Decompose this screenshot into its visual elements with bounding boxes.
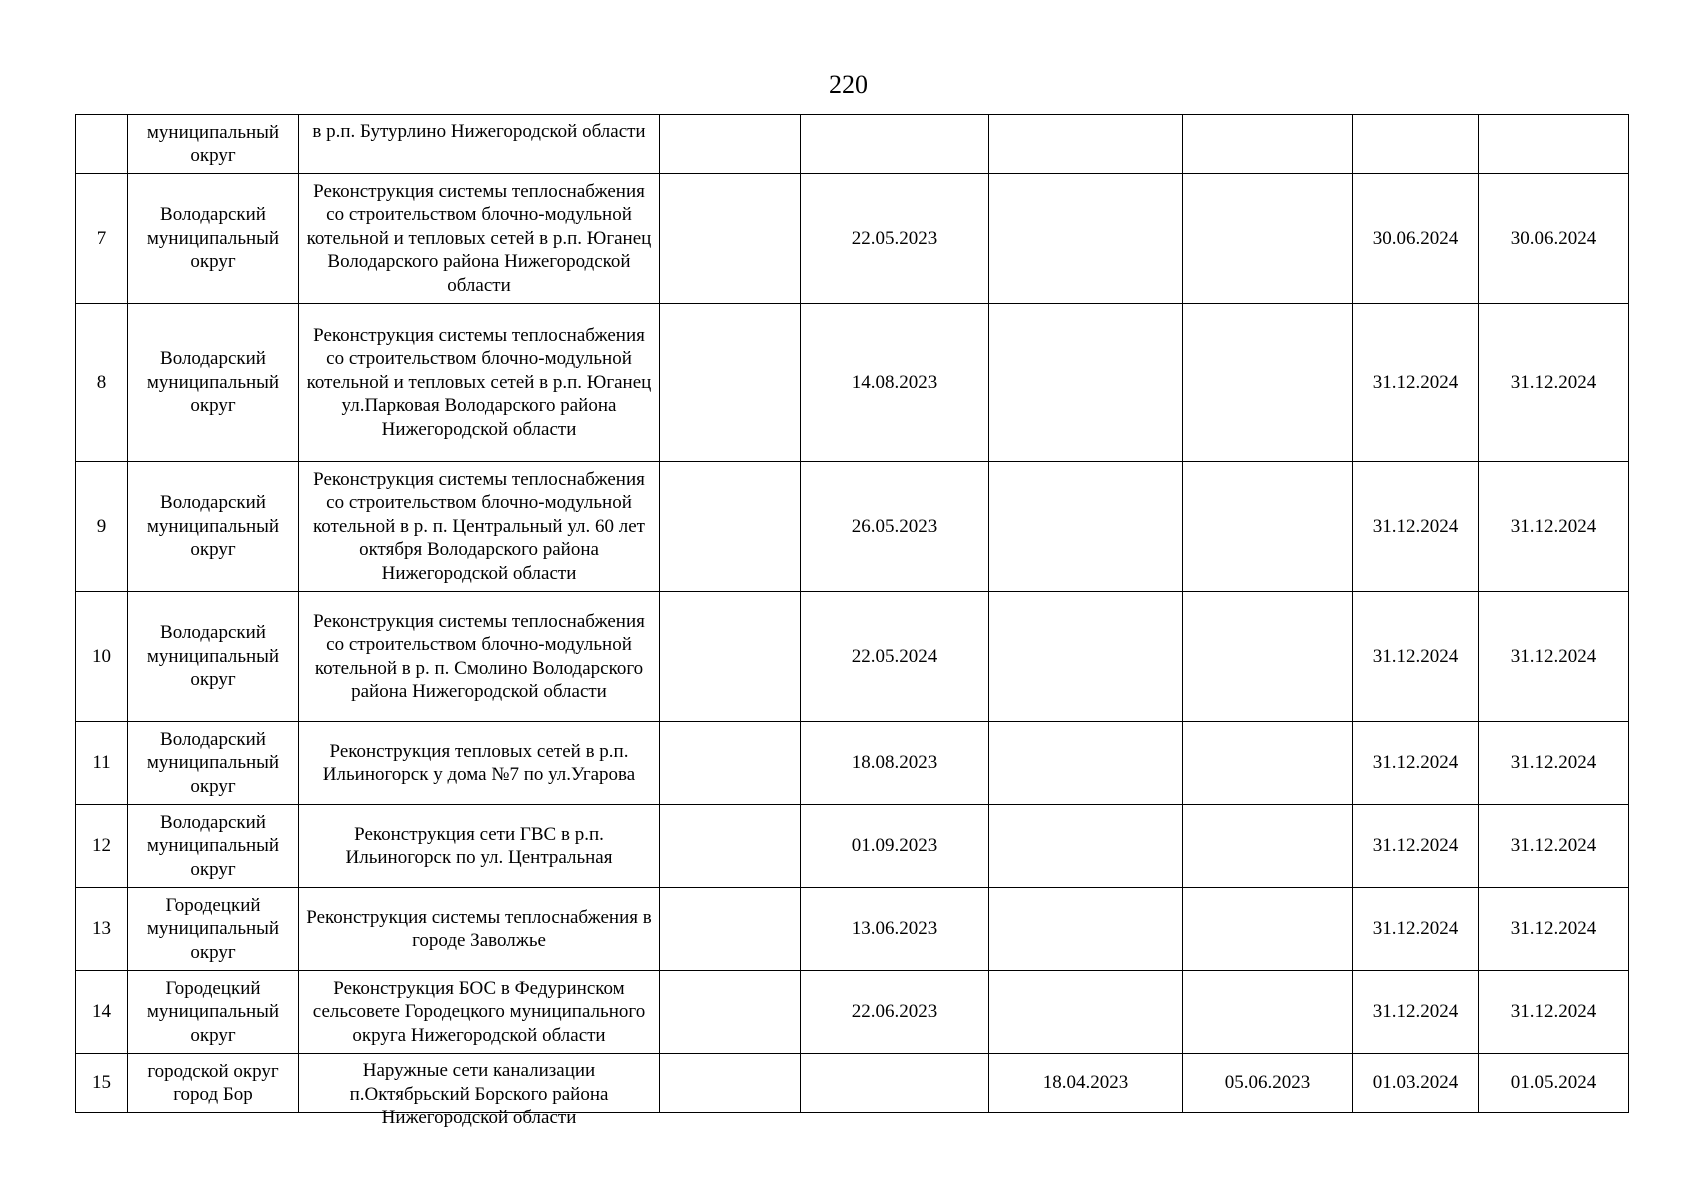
page-number: 220 [829, 70, 868, 99]
municipality-cell: городской округ город Бор [128, 1054, 299, 1113]
date-cell [660, 115, 801, 174]
object-cell: Реконструкция БОС в Федуринском сельсовете Городецкого муниципального округа Нижегородской области [299, 971, 660, 1054]
date-cell: 01.05.2024 [1479, 1054, 1629, 1113]
date-cell [660, 722, 801, 805]
date-cell [1183, 592, 1353, 722]
municipality-cell: Володарский муниципальный округ [128, 722, 299, 805]
date-cell: 31.12.2024 [1353, 592, 1479, 722]
municipality-cell: Володарский муниципальный округ [128, 592, 299, 722]
date-cell [1183, 174, 1353, 304]
date-cell [989, 971, 1183, 1054]
row-number: 12 [76, 805, 128, 888]
date-cell: 31.12.2024 [1479, 805, 1629, 888]
municipality-cell: Городецкий муниципальный округ [128, 971, 299, 1054]
table-row [76, 592, 1629, 722]
date-cell: 31.12.2024 [1353, 888, 1479, 971]
object-text: Наружные сети канализации п.Октябрьский Борского района Нижегородской области [349, 1060, 609, 1128]
date-cell [989, 174, 1183, 304]
date-cell: 31.12.2024 [1479, 462, 1629, 592]
date-cell: 31.12.2024 [1353, 462, 1479, 592]
row-number: 15 [76, 1054, 128, 1113]
municipality-cell: Володарский муниципальный округ [128, 304, 299, 462]
date-cell [1479, 115, 1629, 174]
row-number: 8 [76, 304, 128, 462]
date-cell [1183, 462, 1353, 592]
date-cell: 14.08.2023 [801, 304, 989, 462]
object-cell [299, 115, 660, 174]
municipality-cell: муниципальный округ [128, 115, 299, 174]
object-cell: Реконструкция тепловых сетей в р.п. Ильиногорск у дома №7 по ул.Угарова [299, 722, 660, 805]
date-cell [660, 592, 801, 722]
date-cell [989, 592, 1183, 722]
date-cell [989, 722, 1183, 805]
date-cell [660, 971, 801, 1054]
date-cell [989, 304, 1183, 462]
date-cell [660, 888, 801, 971]
table-row [76, 462, 1629, 592]
date-cell [1183, 115, 1353, 174]
municipality-cell: Володарский муниципальный округ [128, 174, 299, 304]
row-number: 11 [76, 722, 128, 805]
object-cell: Реконструкция системы теплоснабжения со строительством блочно-модульной котельной в р. п. Смолино Володарского района Нижегородской области [299, 592, 660, 722]
date-cell: 05.06.2023 [1183, 1054, 1353, 1113]
row-number: 7 [76, 174, 128, 304]
date-cell: 30.06.2024 [1479, 174, 1629, 304]
date-cell [989, 115, 1183, 174]
table-row [76, 971, 1629, 1054]
object-cell [299, 1054, 660, 1128]
date-cell: 18.04.2023 [989, 1054, 1183, 1113]
date-cell: 31.12.2024 [1479, 592, 1629, 722]
date-cell [1183, 304, 1353, 462]
projects-table [75, 114, 1629, 1128]
object-cell: Реконструкция системы теплоснабжения со строительством блочно-модульной котельной и тепловых сетей в р.п. Юганец Володарского района Нижегородской области [299, 174, 660, 304]
date-cell: 22.06.2023 [801, 971, 989, 1054]
row-number: 13 [76, 888, 128, 971]
date-cell: 31.12.2024 [1479, 888, 1629, 971]
date-cell [1183, 722, 1353, 805]
date-cell [801, 1054, 989, 1113]
date-cell [660, 805, 801, 888]
row-number: 10 [76, 592, 128, 722]
table-row [76, 174, 1629, 304]
date-cell [989, 805, 1183, 888]
municipality-cell: Городецкий муниципальный округ [128, 888, 299, 971]
date-cell: 31.12.2024 [1479, 722, 1629, 805]
date-cell [660, 462, 801, 592]
date-cell: 26.05.2023 [801, 462, 989, 592]
row-number: 14 [76, 971, 128, 1054]
table-row [76, 888, 1629, 971]
date-cell: 22.05.2024 [801, 592, 989, 722]
date-cell [801, 115, 989, 174]
date-cell [1353, 115, 1479, 174]
date-cell [660, 304, 801, 462]
date-cell: 31.12.2024 [1353, 304, 1479, 462]
date-cell [1183, 805, 1353, 888]
date-cell [1183, 971, 1353, 1054]
date-cell: 31.12.2024 [1479, 971, 1629, 1054]
date-cell [989, 888, 1183, 971]
municipality-cell: Володарский муниципальный округ [128, 462, 299, 592]
object-cell: Реконструкция системы теплоснабжения со строительством блочно-модульной котельной и тепловых сетей в р.п. Юганец ул.Парковая Володарского района Нижегородской области [299, 304, 660, 462]
date-cell: 13.06.2023 [801, 888, 989, 971]
object-cell: Реконструкция сети ГВС в р.п. Ильиногорск по ул. Центральная [299, 805, 660, 888]
date-cell: 30.06.2024 [1353, 174, 1479, 304]
date-cell [660, 1054, 801, 1113]
date-cell: 22.05.2023 [801, 174, 989, 304]
row-number: 9 [76, 462, 128, 592]
table-row [76, 1054, 1629, 1113]
date-cell [1183, 888, 1353, 971]
date-cell: 31.12.2024 [1353, 805, 1479, 888]
date-cell [989, 462, 1183, 592]
table-row [76, 722, 1629, 805]
table-row [76, 115, 1629, 174]
table-row [76, 304, 1629, 462]
date-cell [660, 174, 801, 304]
object-text: в р.п. Бутурлино Нижегородской области [312, 121, 646, 142]
date-cell: 31.12.2024 [1479, 304, 1629, 462]
object-cell: Реконструкция системы теплоснабжения в городе Заволжье [299, 888, 660, 971]
date-cell: 31.12.2024 [1353, 971, 1479, 1054]
date-cell: 01.09.2023 [801, 805, 989, 888]
row-number [76, 115, 128, 174]
date-cell: 01.03.2024 [1353, 1054, 1479, 1113]
object-cell: Реконструкция системы теплоснабжения со строительством блочно-модульной котельной в р. п. Центральный ул. 60 лет октября Володарского района Нижегородской области [299, 462, 660, 592]
municipality-cell: Володарский муниципальный округ [128, 805, 299, 888]
date-cell: 18.08.2023 [801, 722, 989, 805]
table-row [76, 805, 1629, 888]
date-cell: 31.12.2024 [1353, 722, 1479, 805]
